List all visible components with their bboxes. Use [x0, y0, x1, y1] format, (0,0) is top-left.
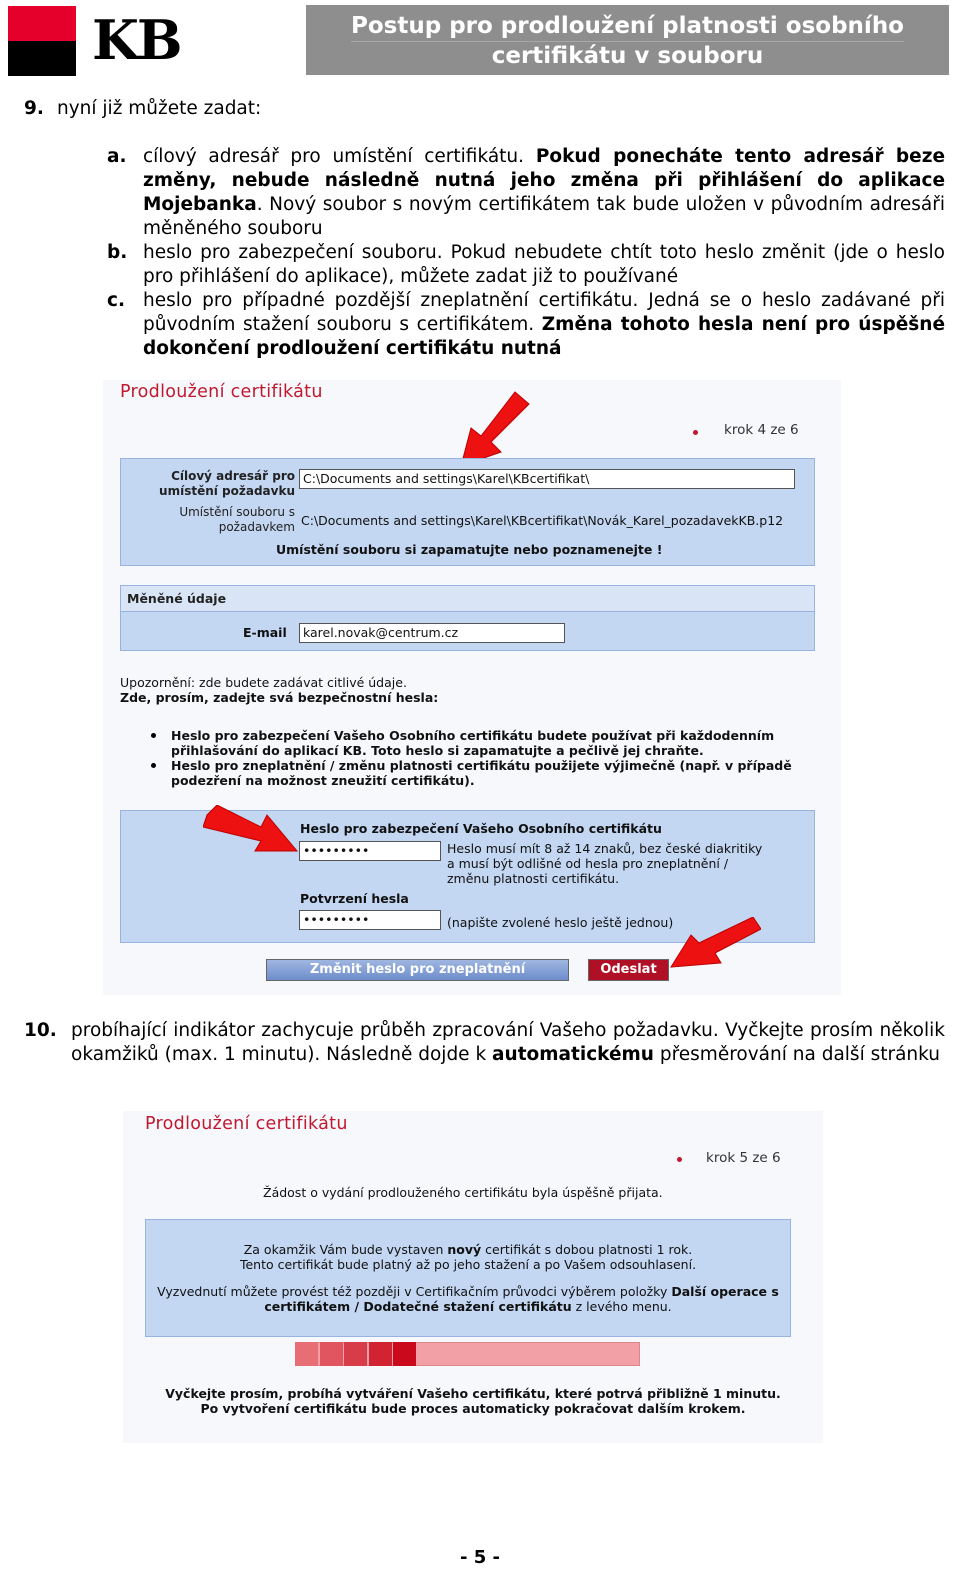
item-b-letter: b. — [107, 242, 128, 263]
success-message: Žádost o vydání prodlouženého certifikátu byla úspěšně přijata. — [263, 1185, 663, 1200]
warning-line-2: Zde, prosím, zadejte svá bezpečnostní hesla: — [120, 690, 439, 705]
shot1-title: Prodloužení certifikátu — [120, 382, 323, 402]
progress-segment — [393, 1342, 416, 1366]
location-label: Umístění souboru s požadavkem — [179, 505, 295, 534]
target-label: Cílový adresář pro umístění požadavku — [159, 469, 295, 498]
progress-segment — [369, 1342, 392, 1366]
kb-logo-mark — [8, 6, 76, 76]
item-c-letter: c. — [107, 290, 125, 311]
page-header — [0, 0, 960, 80]
progress-segment — [344, 1342, 367, 1366]
password-notes — [141, 728, 821, 788]
warning-line-1: Upozornění: zde budete zadávat citlivé údaje. — [120, 675, 407, 690]
red-arrow-icon — [669, 917, 761, 975]
send-button[interactable]: Odeslat — [588, 959, 669, 981]
progress-segment — [320, 1342, 343, 1366]
wait-line-2: Po vytvoření certifikátu bude proces automaticky pokračovat dalším krokem. — [200, 1401, 746, 1416]
step-9-text: nyní již můžete zadat: — [57, 98, 262, 119]
confirm-head: Potvrzení hesla — [300, 891, 409, 906]
change-revocation-password-button[interactable]: Změnit heslo pro zneplatnění — [266, 959, 569, 981]
red-arrow-icon — [203, 805, 299, 857]
confirm-password-input[interactable]: ••••••••• — [299, 910, 441, 930]
screenshot-step-5 — [123, 1111, 823, 1443]
location-value: C:\Documents and settings\Karel\KBcertifikat\Novák_Karel_pozadavekKB.p12 — [301, 513, 784, 528]
password-note-1: Heslo pro zabezpečení Vašeho Osobního certifikátu budete používat při každodenním přihlašování do aplikací KB. Toto heslo si zapamatujte a pečlivě jej chraňte. — [141, 728, 821, 758]
step-bullet-icon — [693, 430, 698, 435]
document-title — [306, 5, 949, 75]
password-note-2: Heslo pro zneplatnění / změnu platnosti certifikátu použijete výjimečně (např. v případě podezření na možnost zneužití certifikátu). — [141, 758, 821, 788]
step-bullet-icon — [677, 1157, 682, 1162]
changed-head: Měněné údaje — [121, 586, 814, 612]
item-c-text: heslo pro případné pozdější zneplatnění certifikátu. Jedná se o heslo zadávané při původním stažení souboru s certifikátem. Změna tohoto hesla není pro úspěšné dokončení prodloužení certifikátu nutná — [143, 290, 945, 359]
email-input[interactable]: karel.novak@centrum.cz — [299, 623, 565, 643]
password-hint-2: a musí být odlišné od hesla pro zneplatnění / — [447, 856, 729, 871]
shot2-step: krok 5 ze 6 — [706, 1150, 781, 1166]
email-label: E-mail — [243, 625, 287, 640]
target-dir-input[interactable]: C:\Documents and settings\Karel\KBcertifikat\ — [299, 469, 795, 489]
shot2-title: Prodloužení certifikátu — [145, 1114, 348, 1134]
kb-logo — [8, 6, 208, 76]
password-head: Heslo pro zabezpečení Vašeho Osobního certifikátu — [300, 821, 662, 836]
info-line-1: Za okamžik Vám bude vystaven nový certifikát s dobou platnosti 1 rok. — [243, 1242, 693, 1257]
kb-logo-text: KB — [92, 8, 181, 72]
password-input[interactable]: ••••••••• — [299, 841, 441, 861]
page-number: - 5 - — [460, 1547, 500, 1568]
info-line-3: Vyzvednutí můžete provést též později v Certifikačním průvodci výběrem položky Další operace s certifikátem / Dodatečné stažení certifikátu z levého menu. — [157, 1284, 779, 1314]
step-9-number: 9. — [24, 98, 44, 119]
info-line-2: Tento certifikát bude platný až po jeho stažení a po Vašem odsouhlasení. — [239, 1257, 697, 1272]
step-10-number: 10. — [24, 1020, 57, 1041]
progress-segment — [295, 1342, 318, 1366]
confirm-hint: (napište zvolené heslo ještě jednou) — [447, 915, 674, 930]
item-a-letter: a. — [107, 146, 127, 167]
changed-panel — [120, 585, 815, 651]
title-line-1: Postup pro prodloužení platnosti osobního — [351, 12, 904, 42]
password-hint-1: Heslo musí mít 8 až 14 znaků, bez české diakritiky — [447, 841, 763, 856]
screenshot-step-4 — [103, 380, 841, 995]
item-a-text: cílový adresář pro umístění certifikátu. Pokud ponecháte tento adresář beze změny, nebude následně nutná jeho změna při přihlášení do aplikace Mojebanka. Nový soubor s novým certifikátem tak bude uložen v původním adresáři měněného souboru — [143, 146, 946, 239]
title-line-2: certifikátu v souboru — [491, 43, 764, 69]
step-10-text: probíhající indikátor zachycuje průběh zpracování Vašeho požadavku. Vyčkejte prosím několik okamžiků (max. 1 minutu). Následně dojde k automatickému přesměrování na další stránku — [71, 1020, 945, 1065]
password-hint-3: změnu platnosti certifikátu. — [447, 871, 620, 886]
remember-note: Umístění souboru si zapamatujte nebo poznamenejte ! — [276, 542, 663, 557]
target-panel — [120, 458, 815, 566]
item-b-text: heslo pro zabezpečení souboru. Pokud nebudete chtít toto heslo změnit (jde o heslo pro přihlášení do aplikace), můžete zadat již to používané — [143, 242, 945, 287]
wait-line-1: Vyčkejte prosím, probíhá vytváření Vašeho certifikátu, které potrvá přibližně 1 minutu. — [165, 1386, 781, 1401]
info-panel — [145, 1219, 791, 1337]
shot1-step: krok 4 ze 6 — [724, 422, 799, 438]
